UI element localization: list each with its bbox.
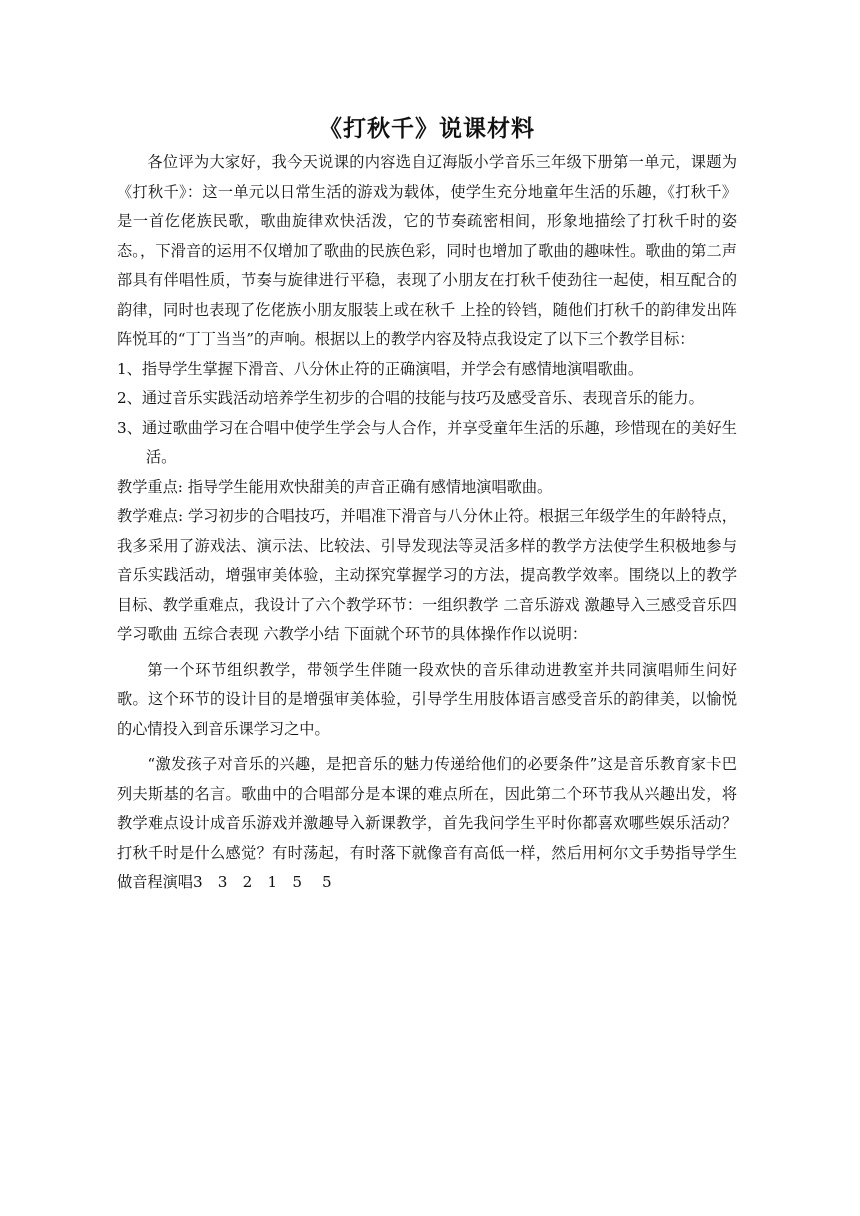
goal-item-2: 2、通过音乐实践活动培养学生初步的合唱的技能与技巧及感受音乐、表现音乐的能力。 (117, 389, 704, 407)
goal-item-3: 3、通过歌曲学习在合唱中使学生学会与人合作，并享受童年生活的乐趣，珍惜现在的美好生活。 (117, 418, 737, 466)
step1-paragraph: 第一个环节组织教学，带领学生伴随一段欢快的音乐律动进教室并共同演唱师生问好歌。这个环节的设计目的是增强审美体验，引导学生用肢体语言感受音乐的韵律美，以愉悦的心情投入到音乐课学习之中。 (117, 660, 737, 738)
key-point-paragraph: 教学重点: 指导学生能用欢快甜美的声音正确有感情地演唱歌曲。 (117, 477, 553, 496)
difficulty-paragraph: 教学难点: 学习初步的合唱技巧，并唱准下滑音与八分休止符。根据三年级学生的年龄特点，我多采用了游戏法、演示法、比较法、引导发现法等灵活多样的教学方法使学生积极地参与音乐实践活动，增强审美体验，主动探究掌握学习的方法，提高教学效率。围绕以上的教学目标、教学重难点，我设计了六个教学环节：一组织教学 二音乐游戏 激趣导入三感受音乐四学习歌曲 五综合表现 六教学小结 下面就个环节的具体操作作以说明： (117, 507, 737, 643)
intro-paragraph: 各位评为大家好，我今天说课的内容选自辽海版小学音乐三年级下册第一单元，课题为《打秋千》：这一单元以日常生活的游戏为载体，使学生充分地童年生活的乐趣，《打秋千》是一首仡佬族民歌，歌曲旋律欢快活泼，它的节奏疏密相间，形象地描绘了打秋千时的姿态。，下滑音的运用不仅增加了歌曲的民族色彩，同时也增加了歌曲的趣味性。歌曲的第二声部具有伴唱性质，节奏与旋律进行平稳，表现了小朋友在打秋千使劲往一起使，相互配合的韵律，同时也表现了仡佬族小朋友服装上或在秋千 上拴的铃铛，随他们打秋千的韵律发出阵阵悦耳的“丁丁当当”的声响。根据以上的教学内容及特点我设定了以下三个教学目标： (117, 153, 737, 348)
step2-paragraph: “激发孩子对音乐的兴趣，是把音乐的魅力传递给他们的必要条件”这是音乐教育家卡巴列夫斯基的名言。歌曲中的合唱部分是本课的难点所在，因此第二个环节我从兴趣出发，将教学难点设计成音乐游戏并激趣导入新课教学，首先我问学生平时你都喜欢哪些娱乐活动？打秋千时是什么感觉？有时荡起，有时落下就像音有高低一样，然后用柯尔文手势指导学生做音程演唱3 3 2 1 5 5 (117, 755, 737, 891)
document-page (117, 112, 737, 898)
goal-item-1: 1、指导学生掌握下滑音、八分休止符的正确演唱，并学会有感情地演唱歌曲。 (117, 359, 644, 378)
document-title: 《打秋千》说课材料 (319, 115, 535, 142)
